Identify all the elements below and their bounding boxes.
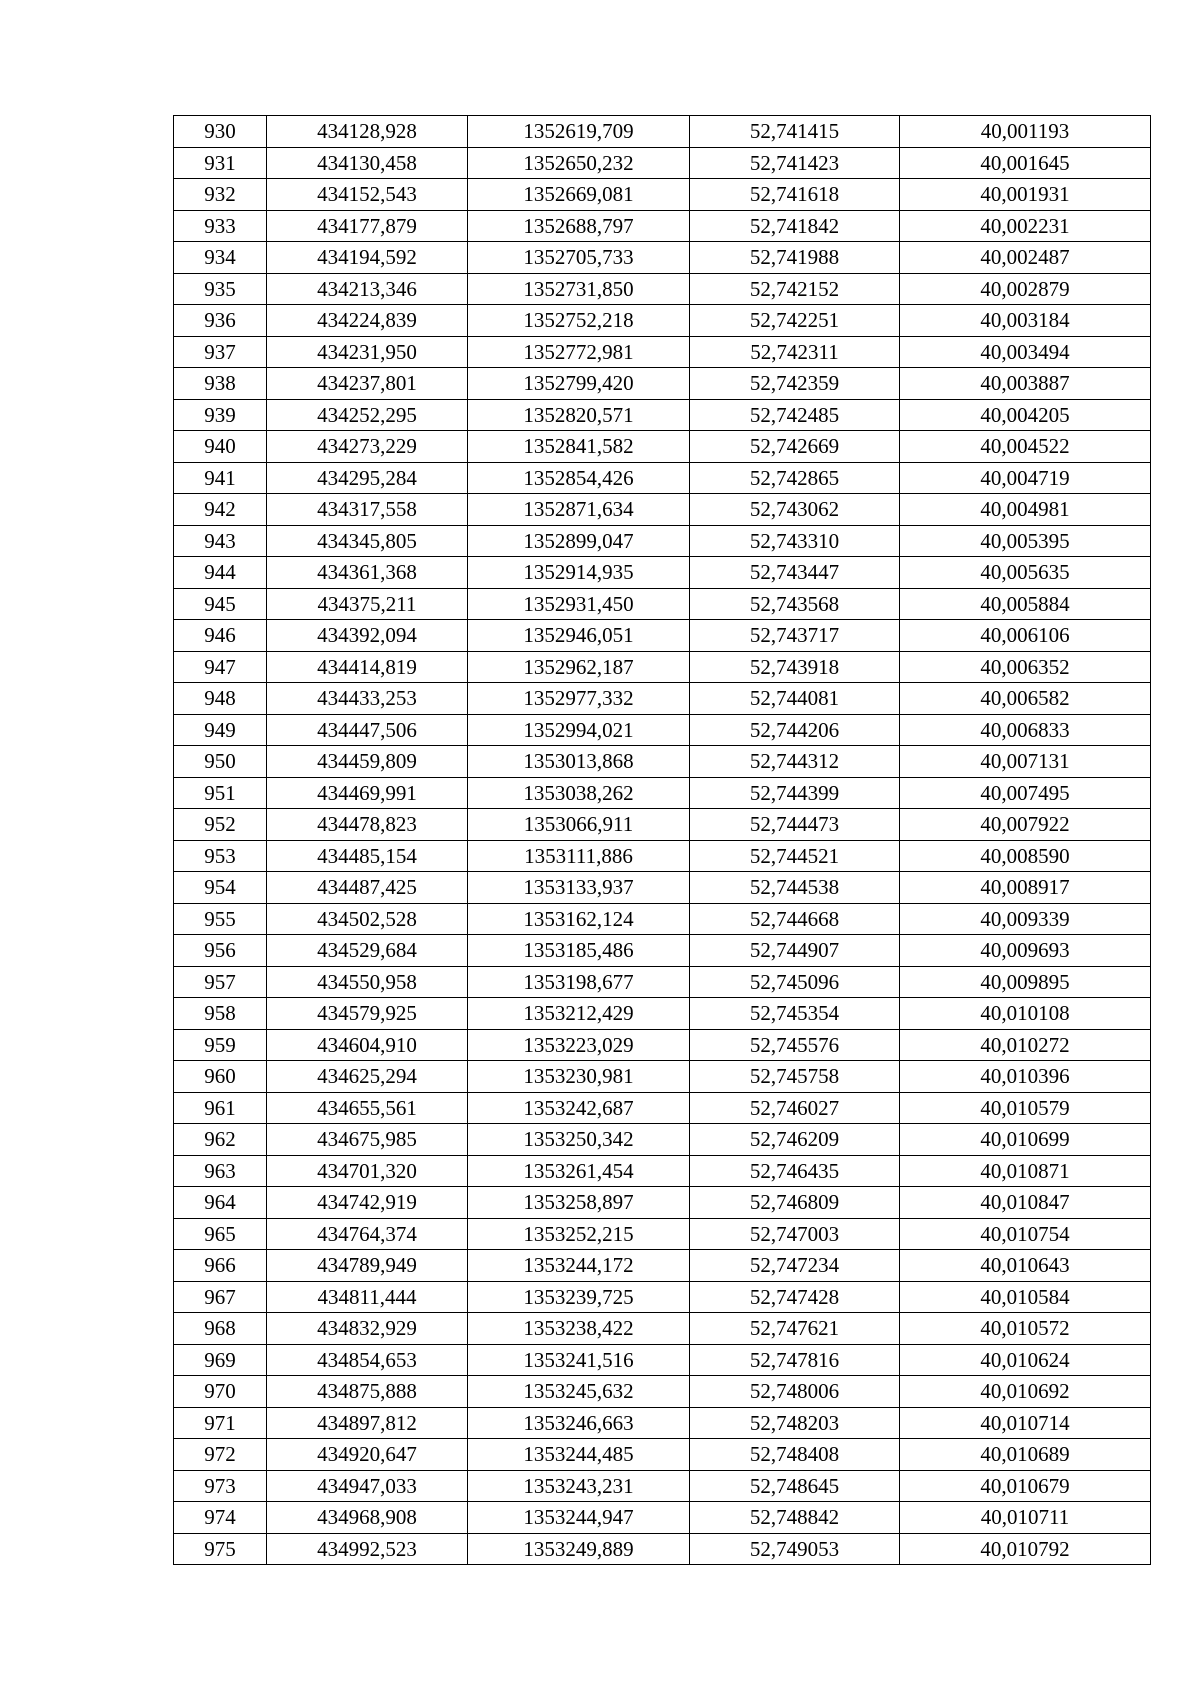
latitude-cell: 52,743062 bbox=[690, 494, 900, 526]
x-coordinate-cell: 434231,950 bbox=[267, 336, 468, 368]
x-coordinate-cell: 434875,888 bbox=[267, 1376, 468, 1408]
table-row bbox=[174, 809, 1151, 841]
x-coordinate-cell: 434478,823 bbox=[267, 809, 468, 841]
x-coordinate-cell: 434625,294 bbox=[267, 1061, 468, 1093]
y-coordinate-cell: 1353246,663 bbox=[468, 1407, 690, 1439]
x-coordinate-cell: 434502,528 bbox=[267, 903, 468, 935]
table-row bbox=[174, 1124, 1151, 1156]
x-coordinate-cell: 434433,253 bbox=[267, 683, 468, 715]
point-number-cell: 936 bbox=[174, 305, 267, 337]
latitude-cell: 52,745096 bbox=[690, 966, 900, 998]
longitude-cell: 40,004719 bbox=[900, 462, 1151, 494]
point-number-cell: 941 bbox=[174, 462, 267, 494]
longitude-cell: 40,004522 bbox=[900, 431, 1151, 463]
table-row bbox=[174, 651, 1151, 683]
longitude-cell: 40,006106 bbox=[900, 620, 1151, 652]
x-coordinate-cell: 434295,284 bbox=[267, 462, 468, 494]
point-number-cell: 947 bbox=[174, 651, 267, 683]
point-number-cell: 942 bbox=[174, 494, 267, 526]
latitude-cell: 52,741618 bbox=[690, 179, 900, 211]
table-row bbox=[174, 336, 1151, 368]
table-row bbox=[174, 1376, 1151, 1408]
latitude-cell: 52,748842 bbox=[690, 1502, 900, 1534]
point-number-cell: 969 bbox=[174, 1344, 267, 1376]
latitude-cell: 52,745576 bbox=[690, 1029, 900, 1061]
x-coordinate-cell: 434897,812 bbox=[267, 1407, 468, 1439]
y-coordinate-cell: 1353241,516 bbox=[468, 1344, 690, 1376]
latitude-cell: 52,744907 bbox=[690, 935, 900, 967]
longitude-cell: 40,003494 bbox=[900, 336, 1151, 368]
latitude-cell: 52,744521 bbox=[690, 840, 900, 872]
point-number-cell: 948 bbox=[174, 683, 267, 715]
longitude-cell: 40,010847 bbox=[900, 1187, 1151, 1219]
latitude-cell: 52,742251 bbox=[690, 305, 900, 337]
longitude-cell: 40,010572 bbox=[900, 1313, 1151, 1345]
x-coordinate-cell: 434550,958 bbox=[267, 966, 468, 998]
point-number-cell: 971 bbox=[174, 1407, 267, 1439]
table-row bbox=[174, 998, 1151, 1030]
latitude-cell: 52,741415 bbox=[690, 116, 900, 148]
point-number-cell: 938 bbox=[174, 368, 267, 400]
y-coordinate-cell: 1352841,582 bbox=[468, 431, 690, 463]
table-row bbox=[174, 305, 1151, 337]
point-number-cell: 945 bbox=[174, 588, 267, 620]
latitude-cell: 52,746435 bbox=[690, 1155, 900, 1187]
y-coordinate-cell: 1353111,886 bbox=[468, 840, 690, 872]
point-number-cell: 953 bbox=[174, 840, 267, 872]
latitude-cell: 52,748408 bbox=[690, 1439, 900, 1471]
latitude-cell: 52,746027 bbox=[690, 1092, 900, 1124]
y-coordinate-cell: 1353252,215 bbox=[468, 1218, 690, 1250]
table-row bbox=[174, 1155, 1151, 1187]
latitude-cell: 52,745354 bbox=[690, 998, 900, 1030]
longitude-cell: 40,006582 bbox=[900, 683, 1151, 715]
x-coordinate-cell: 434487,425 bbox=[267, 872, 468, 904]
table-row bbox=[174, 1407, 1151, 1439]
longitude-cell: 40,005884 bbox=[900, 588, 1151, 620]
longitude-cell: 40,010754 bbox=[900, 1218, 1151, 1250]
latitude-cell: 52,742359 bbox=[690, 368, 900, 400]
y-coordinate-cell: 1352650,232 bbox=[468, 147, 690, 179]
y-coordinate-cell: 1352669,081 bbox=[468, 179, 690, 211]
point-number-cell: 968 bbox=[174, 1313, 267, 1345]
longitude-cell: 40,002879 bbox=[900, 273, 1151, 305]
x-coordinate-cell: 434130,458 bbox=[267, 147, 468, 179]
table-row bbox=[174, 935, 1151, 967]
table-row bbox=[174, 525, 1151, 557]
y-coordinate-cell: 1353185,486 bbox=[468, 935, 690, 967]
point-number-cell: 955 bbox=[174, 903, 267, 935]
table-row bbox=[174, 1533, 1151, 1565]
x-coordinate-cell: 434485,154 bbox=[267, 840, 468, 872]
latitude-cell: 52,742152 bbox=[690, 273, 900, 305]
point-number-cell: 965 bbox=[174, 1218, 267, 1250]
x-coordinate-cell: 434579,925 bbox=[267, 998, 468, 1030]
point-number-cell: 975 bbox=[174, 1533, 267, 1565]
latitude-cell: 52,743568 bbox=[690, 588, 900, 620]
longitude-cell: 40,010396 bbox=[900, 1061, 1151, 1093]
y-coordinate-cell: 1353066,911 bbox=[468, 809, 690, 841]
point-number-cell: 961 bbox=[174, 1092, 267, 1124]
point-number-cell: 943 bbox=[174, 525, 267, 557]
longitude-cell: 40,010792 bbox=[900, 1533, 1151, 1565]
table-row bbox=[174, 746, 1151, 778]
point-number-cell: 954 bbox=[174, 872, 267, 904]
table-row bbox=[174, 147, 1151, 179]
x-coordinate-cell: 434459,809 bbox=[267, 746, 468, 778]
table-row bbox=[174, 588, 1151, 620]
y-coordinate-cell: 1352871,634 bbox=[468, 494, 690, 526]
coordinates-table-body bbox=[174, 116, 1151, 1565]
x-coordinate-cell: 434764,374 bbox=[267, 1218, 468, 1250]
latitude-cell: 52,747816 bbox=[690, 1344, 900, 1376]
longitude-cell: 40,005635 bbox=[900, 557, 1151, 589]
x-coordinate-cell: 434224,839 bbox=[267, 305, 468, 337]
y-coordinate-cell: 1352899,047 bbox=[468, 525, 690, 557]
table-row bbox=[174, 368, 1151, 400]
latitude-cell: 52,743310 bbox=[690, 525, 900, 557]
longitude-cell: 40,002487 bbox=[900, 242, 1151, 274]
longitude-cell: 40,010699 bbox=[900, 1124, 1151, 1156]
longitude-cell: 40,010692 bbox=[900, 1376, 1151, 1408]
y-coordinate-cell: 1353244,172 bbox=[468, 1250, 690, 1282]
y-coordinate-cell: 1353223,029 bbox=[468, 1029, 690, 1061]
longitude-cell: 40,010679 bbox=[900, 1470, 1151, 1502]
longitude-cell: 40,002231 bbox=[900, 210, 1151, 242]
table-row bbox=[174, 1250, 1151, 1282]
x-coordinate-cell: 434345,805 bbox=[267, 525, 468, 557]
x-coordinate-cell: 434152,543 bbox=[267, 179, 468, 211]
x-coordinate-cell: 434252,295 bbox=[267, 399, 468, 431]
y-coordinate-cell: 1352688,797 bbox=[468, 210, 690, 242]
latitude-cell: 52,744081 bbox=[690, 683, 900, 715]
y-coordinate-cell: 1353249,889 bbox=[468, 1533, 690, 1565]
x-coordinate-cell: 434375,211 bbox=[267, 588, 468, 620]
point-number-cell: 970 bbox=[174, 1376, 267, 1408]
latitude-cell: 52,749053 bbox=[690, 1533, 900, 1565]
point-number-cell: 931 bbox=[174, 147, 267, 179]
latitude-cell: 52,742865 bbox=[690, 462, 900, 494]
latitude-cell: 52,748645 bbox=[690, 1470, 900, 1502]
table-row bbox=[174, 557, 1151, 589]
table-row bbox=[174, 620, 1151, 652]
table-row bbox=[174, 1029, 1151, 1061]
table-row bbox=[174, 872, 1151, 904]
x-coordinate-cell: 434213,346 bbox=[267, 273, 468, 305]
y-coordinate-cell: 1352914,935 bbox=[468, 557, 690, 589]
y-coordinate-cell: 1353261,454 bbox=[468, 1155, 690, 1187]
table-row bbox=[174, 1092, 1151, 1124]
point-number-cell: 964 bbox=[174, 1187, 267, 1219]
point-number-cell: 951 bbox=[174, 777, 267, 809]
point-number-cell: 957 bbox=[174, 966, 267, 998]
y-coordinate-cell: 1352752,218 bbox=[468, 305, 690, 337]
point-number-cell: 940 bbox=[174, 431, 267, 463]
longitude-cell: 40,001193 bbox=[900, 116, 1151, 148]
table-row bbox=[174, 431, 1151, 463]
x-coordinate-cell: 434789,949 bbox=[267, 1250, 468, 1282]
table-row bbox=[174, 1187, 1151, 1219]
y-coordinate-cell: 1352977,332 bbox=[468, 683, 690, 715]
point-number-cell: 934 bbox=[174, 242, 267, 274]
latitude-cell: 52,743717 bbox=[690, 620, 900, 652]
longitude-cell: 40,003184 bbox=[900, 305, 1151, 337]
latitude-cell: 52,742485 bbox=[690, 399, 900, 431]
y-coordinate-cell: 1353242,687 bbox=[468, 1092, 690, 1124]
table-row bbox=[174, 1470, 1151, 1502]
latitude-cell: 52,746209 bbox=[690, 1124, 900, 1156]
point-number-cell: 930 bbox=[174, 116, 267, 148]
longitude-cell: 40,010871 bbox=[900, 1155, 1151, 1187]
longitude-cell: 40,006352 bbox=[900, 651, 1151, 683]
table-row bbox=[174, 242, 1151, 274]
table-row bbox=[174, 179, 1151, 211]
longitude-cell: 40,010714 bbox=[900, 1407, 1151, 1439]
y-coordinate-cell: 1353133,937 bbox=[468, 872, 690, 904]
x-coordinate-cell: 434832,929 bbox=[267, 1313, 468, 1345]
point-number-cell: 952 bbox=[174, 809, 267, 841]
longitude-cell: 40,010579 bbox=[900, 1092, 1151, 1124]
table-row bbox=[174, 1281, 1151, 1313]
longitude-cell: 40,004205 bbox=[900, 399, 1151, 431]
y-coordinate-cell: 1353258,897 bbox=[468, 1187, 690, 1219]
point-number-cell: 939 bbox=[174, 399, 267, 431]
x-coordinate-cell: 434273,229 bbox=[267, 431, 468, 463]
point-number-cell: 974 bbox=[174, 1502, 267, 1534]
y-coordinate-cell: 1353230,981 bbox=[468, 1061, 690, 1093]
latitude-cell: 52,742669 bbox=[690, 431, 900, 463]
x-coordinate-cell: 434194,592 bbox=[267, 242, 468, 274]
latitude-cell: 52,744668 bbox=[690, 903, 900, 935]
longitude-cell: 40,010108 bbox=[900, 998, 1151, 1030]
point-number-cell: 967 bbox=[174, 1281, 267, 1313]
point-number-cell: 937 bbox=[174, 336, 267, 368]
point-number-cell: 959 bbox=[174, 1029, 267, 1061]
y-coordinate-cell: 1353198,677 bbox=[468, 966, 690, 998]
x-coordinate-cell: 434742,919 bbox=[267, 1187, 468, 1219]
longitude-cell: 40,004981 bbox=[900, 494, 1151, 526]
point-number-cell: 946 bbox=[174, 620, 267, 652]
y-coordinate-cell: 1352946,051 bbox=[468, 620, 690, 652]
y-coordinate-cell: 1353244,485 bbox=[468, 1439, 690, 1471]
y-coordinate-cell: 1352799,420 bbox=[468, 368, 690, 400]
point-number-cell: 944 bbox=[174, 557, 267, 589]
x-coordinate-cell: 434811,444 bbox=[267, 1281, 468, 1313]
x-coordinate-cell: 434920,647 bbox=[267, 1439, 468, 1471]
y-coordinate-cell: 1352619,709 bbox=[468, 116, 690, 148]
x-coordinate-cell: 434655,561 bbox=[267, 1092, 468, 1124]
point-number-cell: 935 bbox=[174, 273, 267, 305]
point-number-cell: 966 bbox=[174, 1250, 267, 1282]
point-number-cell: 963 bbox=[174, 1155, 267, 1187]
x-coordinate-cell: 434361,368 bbox=[267, 557, 468, 589]
table-row bbox=[174, 840, 1151, 872]
y-coordinate-cell: 1352931,450 bbox=[468, 588, 690, 620]
y-coordinate-cell: 1353250,342 bbox=[468, 1124, 690, 1156]
x-coordinate-cell: 434317,558 bbox=[267, 494, 468, 526]
y-coordinate-cell: 1353245,632 bbox=[468, 1376, 690, 1408]
longitude-cell: 40,001931 bbox=[900, 179, 1151, 211]
longitude-cell: 40,007495 bbox=[900, 777, 1151, 809]
latitude-cell: 52,744206 bbox=[690, 714, 900, 746]
latitude-cell: 52,747003 bbox=[690, 1218, 900, 1250]
y-coordinate-cell: 1353212,429 bbox=[468, 998, 690, 1030]
y-coordinate-cell: 1353013,868 bbox=[468, 746, 690, 778]
longitude-cell: 40,007131 bbox=[900, 746, 1151, 778]
x-coordinate-cell: 434237,801 bbox=[267, 368, 468, 400]
latitude-cell: 52,744473 bbox=[690, 809, 900, 841]
y-coordinate-cell: 1353243,231 bbox=[468, 1470, 690, 1502]
x-coordinate-cell: 434128,928 bbox=[267, 116, 468, 148]
x-coordinate-cell: 434447,506 bbox=[267, 714, 468, 746]
point-number-cell: 960 bbox=[174, 1061, 267, 1093]
point-number-cell: 933 bbox=[174, 210, 267, 242]
y-coordinate-cell: 1352962,187 bbox=[468, 651, 690, 683]
table-row bbox=[174, 683, 1151, 715]
x-coordinate-cell: 434701,320 bbox=[267, 1155, 468, 1187]
latitude-cell: 52,741842 bbox=[690, 210, 900, 242]
latitude-cell: 52,741988 bbox=[690, 242, 900, 274]
point-number-cell: 956 bbox=[174, 935, 267, 967]
point-number-cell: 950 bbox=[174, 746, 267, 778]
table-row bbox=[174, 399, 1151, 431]
table-row bbox=[174, 777, 1151, 809]
longitude-cell: 40,010624 bbox=[900, 1344, 1151, 1376]
latitude-cell: 52,743447 bbox=[690, 557, 900, 589]
y-coordinate-cell: 1352994,021 bbox=[468, 714, 690, 746]
table-row bbox=[174, 1061, 1151, 1093]
point-number-cell: 958 bbox=[174, 998, 267, 1030]
latitude-cell: 52,748203 bbox=[690, 1407, 900, 1439]
longitude-cell: 40,003887 bbox=[900, 368, 1151, 400]
y-coordinate-cell: 1353162,124 bbox=[468, 903, 690, 935]
table-row bbox=[174, 1218, 1151, 1250]
longitude-cell: 40,001645 bbox=[900, 147, 1151, 179]
longitude-cell: 40,010689 bbox=[900, 1439, 1151, 1471]
latitude-cell: 52,744399 bbox=[690, 777, 900, 809]
x-coordinate-cell: 434392,094 bbox=[267, 620, 468, 652]
longitude-cell: 40,010272 bbox=[900, 1029, 1151, 1061]
latitude-cell: 52,744538 bbox=[690, 872, 900, 904]
table-row bbox=[174, 116, 1151, 148]
table-row bbox=[174, 966, 1151, 998]
longitude-cell: 40,007922 bbox=[900, 809, 1151, 841]
latitude-cell: 52,744312 bbox=[690, 746, 900, 778]
point-number-cell: 973 bbox=[174, 1470, 267, 1502]
y-coordinate-cell: 1352705,733 bbox=[468, 242, 690, 274]
latitude-cell: 52,747428 bbox=[690, 1281, 900, 1313]
longitude-cell: 40,010584 bbox=[900, 1281, 1151, 1313]
table-row bbox=[174, 273, 1151, 305]
table-row bbox=[174, 903, 1151, 935]
latitude-cell: 52,747621 bbox=[690, 1313, 900, 1345]
y-coordinate-cell: 1353238,422 bbox=[468, 1313, 690, 1345]
table-row bbox=[174, 1344, 1151, 1376]
y-coordinate-cell: 1353239,725 bbox=[468, 1281, 690, 1313]
y-coordinate-cell: 1352731,850 bbox=[468, 273, 690, 305]
x-coordinate-cell: 434968,908 bbox=[267, 1502, 468, 1534]
latitude-cell: 52,748006 bbox=[690, 1376, 900, 1408]
table-row bbox=[174, 1502, 1151, 1534]
x-coordinate-cell: 434177,879 bbox=[267, 210, 468, 242]
x-coordinate-cell: 434675,985 bbox=[267, 1124, 468, 1156]
y-coordinate-cell: 1352772,981 bbox=[468, 336, 690, 368]
x-coordinate-cell: 434414,819 bbox=[267, 651, 468, 683]
table-row bbox=[174, 494, 1151, 526]
latitude-cell: 52,742311 bbox=[690, 336, 900, 368]
table-row bbox=[174, 1439, 1151, 1471]
y-coordinate-cell: 1352854,426 bbox=[468, 462, 690, 494]
coordinates-table bbox=[173, 115, 1151, 1565]
longitude-cell: 40,010711 bbox=[900, 1502, 1151, 1534]
latitude-cell: 52,743918 bbox=[690, 651, 900, 683]
latitude-cell: 52,747234 bbox=[690, 1250, 900, 1282]
longitude-cell: 40,009339 bbox=[900, 903, 1151, 935]
point-number-cell: 972 bbox=[174, 1439, 267, 1471]
x-coordinate-cell: 434992,523 bbox=[267, 1533, 468, 1565]
longitude-cell: 40,006833 bbox=[900, 714, 1151, 746]
longitude-cell: 40,009895 bbox=[900, 966, 1151, 998]
table-row bbox=[174, 714, 1151, 746]
point-number-cell: 962 bbox=[174, 1124, 267, 1156]
point-number-cell: 932 bbox=[174, 179, 267, 211]
table-row bbox=[174, 1313, 1151, 1345]
y-coordinate-cell: 1353244,947 bbox=[468, 1502, 690, 1534]
latitude-cell: 52,746809 bbox=[690, 1187, 900, 1219]
y-coordinate-cell: 1353038,262 bbox=[468, 777, 690, 809]
longitude-cell: 40,010643 bbox=[900, 1250, 1151, 1282]
longitude-cell: 40,009693 bbox=[900, 935, 1151, 967]
x-coordinate-cell: 434529,684 bbox=[267, 935, 468, 967]
longitude-cell: 40,008917 bbox=[900, 872, 1151, 904]
x-coordinate-cell: 434947,033 bbox=[267, 1470, 468, 1502]
table-row bbox=[174, 462, 1151, 494]
longitude-cell: 40,005395 bbox=[900, 525, 1151, 557]
latitude-cell: 52,745758 bbox=[690, 1061, 900, 1093]
table-row bbox=[174, 210, 1151, 242]
x-coordinate-cell: 434469,991 bbox=[267, 777, 468, 809]
x-coordinate-cell: 434854,653 bbox=[267, 1344, 468, 1376]
point-number-cell: 949 bbox=[174, 714, 267, 746]
x-coordinate-cell: 434604,910 bbox=[267, 1029, 468, 1061]
longitude-cell: 40,008590 bbox=[900, 840, 1151, 872]
latitude-cell: 52,741423 bbox=[690, 147, 900, 179]
y-coordinate-cell: 1352820,571 bbox=[468, 399, 690, 431]
